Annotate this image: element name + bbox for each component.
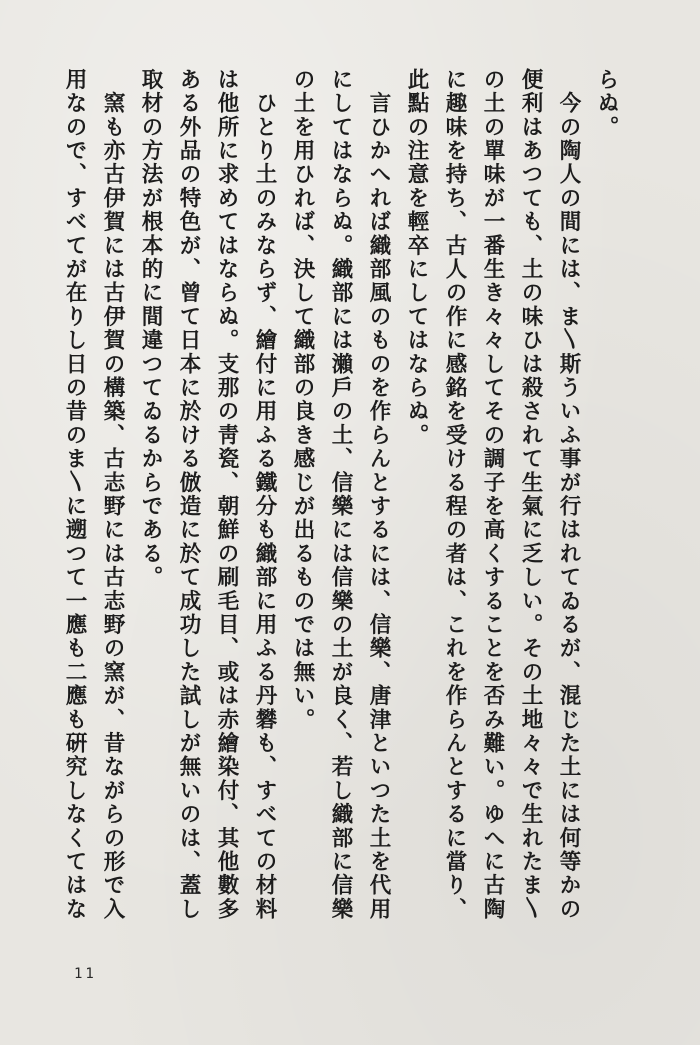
page-number: 11 (74, 966, 97, 982)
text-column-3: 便利はあつても、土の味ひは殺されて生氣に乏しい。その土地々々で生れたま〵 (518, 68, 543, 922)
text-column-5: に趣味を持ち、古人の作に感銘を受ける程の者は、これを作らんとするに當り、 (442, 68, 467, 922)
text-column-8: にしてはならぬ。織部には瀨戶の土、信樂には信樂の土が良く、若し織部に信樂 (328, 68, 353, 922)
text-column-4: の土の單味が一番生き々々してその調子を高くすることを否み難い。ゆへに古陶 (480, 68, 505, 922)
vertical-text-block (57, 68, 624, 968)
text-column-9: の土を用ひれば、決して織部の良き感じが出るものでは無い。 (290, 68, 315, 732)
text-column-7: 言ひかへれば織部風のものを作らんとするには、信樂、唐津といつた土を代用 (366, 68, 391, 922)
text-column-15: 用なので、すべてが在りし日の昔のま〵に遡つて一應も二應も硏究しなくてはな (62, 68, 87, 922)
text-column-14: 窯も亦古伊賀には古伊賀の構築、古志野には古志野の窯が、昔ながらの形で入 (100, 68, 125, 922)
text-column-12: ある外品の特色が、曾て日本に於ける倣造に於て成功した試しが無いのは、蓋し (176, 68, 201, 922)
text-column-6: 此點の注意を輕卒にしてはならぬ。 (404, 68, 429, 448)
text-column-11: は他所に求めてはならぬ。支那の靑瓷、朝鮮の刷毛目、或は赤繪染付、其他數多 (214, 68, 239, 922)
text-column-1: らぬ。 (594, 68, 619, 140)
text-column-10: ひとり土のみならず、繪付に用ふる鐵分も織部に用ふる丹礬も、すべての材料 (252, 68, 277, 922)
text-column-13: 取材の方法が根本的に間違つてゐるからである。 (138, 68, 163, 590)
text-column-2: 今の陶人の間には、ま〵斯ういふ事が行はれてゐるが、混じた土には何等かの (556, 68, 581, 922)
